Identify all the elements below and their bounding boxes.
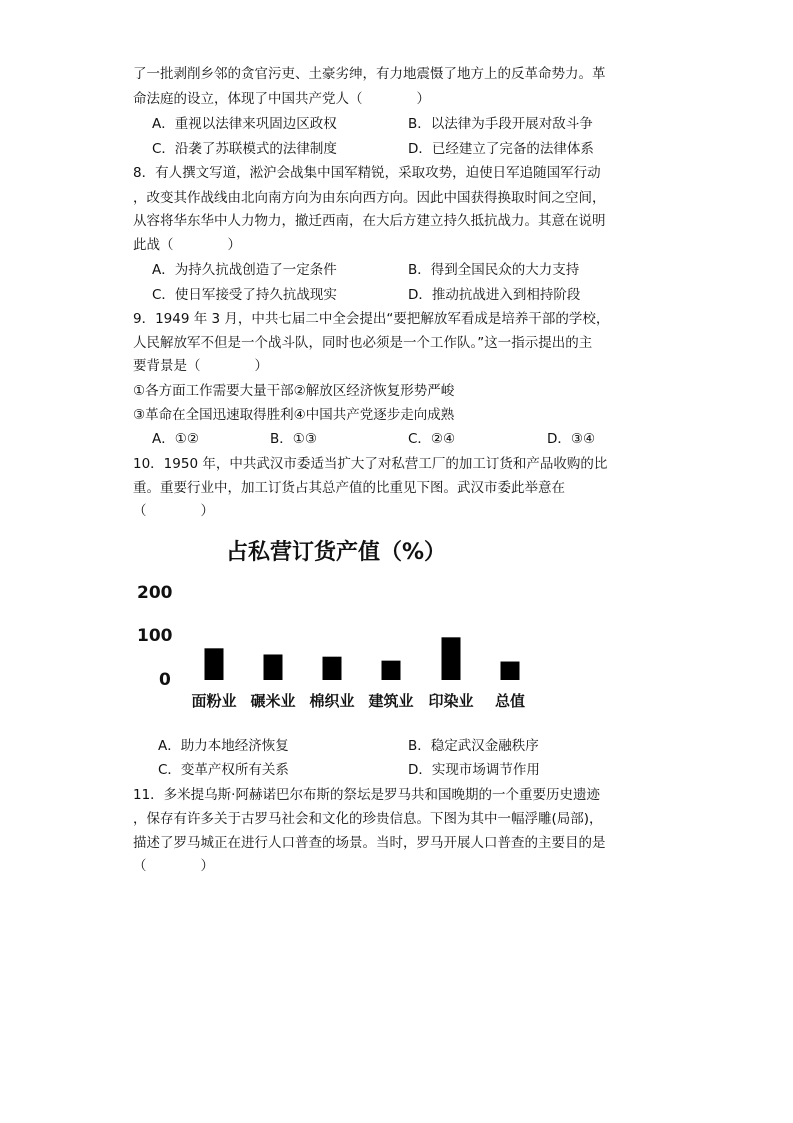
y-tick-label: 100: [137, 626, 173, 646]
x-category-label: 碾米业: [250, 692, 296, 710]
q11-text-line-3: 描述了罗马城正在进行人口普查的场景。当时，罗马开展人口普查的主要目的是: [133, 835, 606, 851]
q10-text-line-3: （ ）: [133, 503, 214, 519]
q9-item-line-1: ①各方面工作需要大量干部②解放区经济恢复形势严峻: [133, 383, 455, 399]
y-tick-label: 0: [159, 670, 171, 690]
q8-option-a[interactable]: A．为持久抗战创造了一定条件: [152, 262, 337, 278]
q10-text-line-2: 重。重要行业中，加工订货占其总产值的比重见下图。武汉市委此举意在: [133, 480, 565, 496]
q10-option-d[interactable]: D．实现市场调节作用: [408, 762, 540, 778]
q11-text-line-1: 11．多米提乌斯·阿赫诺巴尔布斯的祭坛是罗马共和国晚期的一个重要历史遗迹: [133, 787, 600, 803]
bar-建筑业: [382, 661, 401, 680]
x-category-label: 总值: [494, 692, 525, 710]
q8-option-c[interactable]: C．使日军接受了持久抗战现实: [152, 287, 337, 303]
bar-棉织业: [323, 657, 342, 680]
q9-text-line-2: 人民解放军不但是一个战斗队，同时也必须是一个工作队。”这一指示提出的主: [133, 335, 593, 351]
x-category-label: 面粉业: [191, 692, 237, 710]
q10-option-c[interactable]: C．变革产权所有关系: [158, 762, 289, 778]
q7-text-line-1: 了一批剥削乡邻的贪官污吏、土豪劣绅，有力地震慑了地方上的反革命势力。革: [133, 66, 606, 82]
q9-text-line-1: 9．1949 年 3 月，中共七届二中全会提出“要把解放军看成是培养干部的学校，: [133, 311, 610, 327]
q9-item-line-2: ③革命在全国迅速取得胜利④中国共产党逐步走向成熟: [133, 407, 455, 423]
x-category-label: 建筑业: [368, 692, 414, 710]
q10-text-line-1: 10．1950 年，中共武汉市委适当扩大了对私营工厂的加工订货和产品收购的比: [133, 456, 608, 472]
q9-option-a[interactable]: A．①②: [152, 431, 199, 447]
q8-text-line-2: ，改变其作战线由北向南方向为由东向西方向。因此中国获得换取时间之空间，: [133, 190, 606, 206]
q8-option-b[interactable]: B．得到全国民众的大力支持: [408, 262, 580, 278]
q8-text-line-4: 此战（ ）: [133, 237, 241, 253]
q9-option-d[interactable]: D．③④: [547, 431, 596, 447]
q10-option-b[interactable]: B．稳定武汉金融秩序: [408, 738, 539, 754]
bar-碾米业: [264, 654, 283, 680]
bar-总值: [501, 662, 520, 680]
q9-text-line-3: 要背景是（ ）: [133, 358, 268, 374]
x-category-label: 印染业: [428, 692, 474, 710]
bar-印染业: [442, 637, 461, 680]
q11-text-line-4: （ ）: [133, 858, 214, 874]
x-category-label: 棉织业: [309, 692, 355, 710]
q11-text-line-2: ，保存有许多关于古罗马社会和文化的珍贵信息。下图为其中一幅浮雕(局部)，: [133, 811, 603, 827]
q7-text-line-2: 命法庭的设立，体现了中国共产党人（ ）: [133, 91, 430, 107]
q8-text-line-3: 从容将华东华中人力物力，撤迁西南，在大后方建立持久抵抗战力。其意在说明: [133, 213, 606, 229]
q8-option-d[interactable]: D．推动抗战进入到相持阶段: [408, 287, 581, 303]
q7-option-d[interactable]: D．已经建立了完备的法律体系: [408, 141, 594, 157]
q10-option-a[interactable]: A．助力本地经济恢复: [158, 738, 289, 754]
q9-option-b[interactable]: B．①③: [270, 431, 317, 447]
q7-option-a[interactable]: A．重视以法律来巩固边区政权: [152, 116, 337, 132]
chart-title: 占私营订货产值（%）: [226, 540, 447, 565]
y-tick-label: 200: [137, 583, 173, 603]
q9-option-c[interactable]: C．②④: [408, 431, 456, 447]
bar-面粉业: [205, 648, 224, 680]
q8-text-line-1: 8．有人撰文写道，淞沪会战集中国军精锐，采取攻势，迫使日军追随国军行动: [133, 165, 601, 181]
q7-option-b[interactable]: B．以法律为手段开展对敌斗争: [408, 116, 593, 132]
q7-option-c[interactable]: C．沿袭了苏联模式的法律制度: [152, 141, 337, 157]
